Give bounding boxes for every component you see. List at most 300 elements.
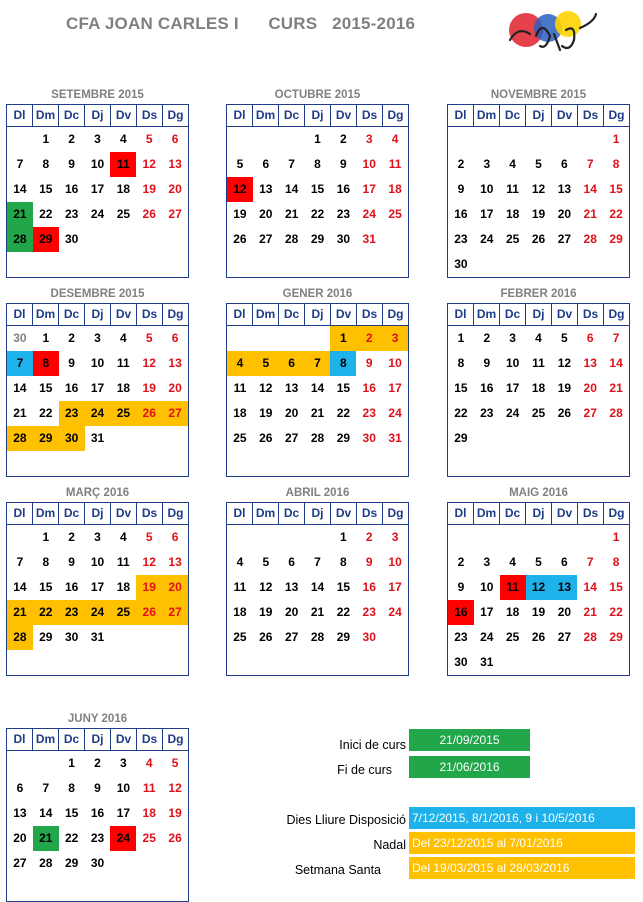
week-row [448, 525, 629, 550]
day-cell: 18 [116, 580, 131, 594]
weekday-label: Dl [227, 304, 253, 325]
day-cell: 14 [583, 182, 597, 196]
weekday-label: Dj [85, 503, 111, 524]
day-cell: 17 [90, 580, 105, 594]
day-cell-previous-month: 30 [13, 331, 27, 345]
week-row [7, 550, 188, 575]
week-row [7, 801, 188, 826]
empty-cell [110, 252, 136, 277]
day-cell: 23 [64, 207, 79, 221]
day-cell: 7 [612, 331, 620, 345]
day-cell: 13 [557, 182, 572, 196]
day-cell: 14 [13, 182, 27, 196]
day-cell: 27 [557, 232, 572, 246]
day-cell: 12 [227, 177, 253, 202]
week-row [448, 451, 629, 476]
empty-cell [603, 252, 629, 277]
day-cell: 1 [330, 326, 356, 351]
day-cell: 24 [388, 406, 402, 420]
day-cell: 31 [90, 431, 105, 445]
legend-inici-label: Inici de curs [339, 738, 406, 752]
month-grid [6, 728, 189, 902]
day-cell: 6 [561, 157, 568, 171]
day-cell: 4 [120, 331, 127, 345]
day-cell: 22 [39, 406, 53, 420]
empty-cell [603, 650, 629, 675]
empty-cell [279, 252, 305, 277]
empty-cell [162, 227, 188, 252]
day-cell: 9 [365, 356, 373, 370]
empty-cell [33, 451, 59, 476]
empty-cell [382, 252, 408, 277]
day-cell: 30 [59, 426, 85, 451]
day-cell: 13 [284, 381, 299, 395]
day-cell: 24 [110, 826, 136, 851]
empty-cell [603, 426, 629, 451]
week-row [227, 525, 408, 550]
day-cell: 23 [336, 207, 351, 221]
week-row [448, 600, 629, 625]
weekday-label: Dc [59, 503, 85, 524]
day-cell: 7 [586, 157, 594, 171]
empty-cell [253, 326, 279, 351]
day-cell: 15 [39, 381, 53, 395]
day-cell: 19 [142, 381, 156, 395]
day-cell: 5 [535, 157, 542, 171]
month-title: FEBRER 2016 [500, 288, 577, 300]
day-cell: 22 [310, 207, 325, 221]
day-cell: 29 [64, 856, 79, 870]
day-cell: 29 [454, 431, 468, 445]
empty-cell [227, 650, 253, 675]
day-cell: 5 [236, 157, 244, 171]
week-row [448, 252, 629, 277]
week-row [227, 426, 408, 451]
weekday-label: Dl [7, 304, 33, 325]
legend-nadal-value: Del 23/12/2015 al 7/01/2016 [409, 832, 635, 854]
weekday-label: Dl [448, 503, 474, 524]
day-cell: 19 [531, 207, 546, 221]
day-cell: 11 [532, 356, 545, 370]
empty-cell [526, 127, 552, 152]
day-cell: 21 [310, 406, 325, 420]
weekday-label: Ds [137, 729, 163, 750]
empty-cell [305, 326, 331, 351]
weekday-label: Dc [500, 105, 526, 126]
day-cell: 16 [90, 806, 105, 820]
day-cell: 27 [557, 630, 572, 644]
day-cell: 1 [340, 530, 347, 544]
week-row [448, 625, 629, 650]
empty-cell [85, 876, 111, 901]
day-cell: 11 [117, 555, 130, 569]
week-row [448, 227, 629, 252]
empty-cell [7, 650, 33, 675]
month-calendar [447, 87, 630, 278]
day-cell: 17 [480, 605, 494, 619]
week-row [448, 202, 629, 227]
empty-cell [279, 650, 305, 675]
day-cell: 18 [531, 381, 546, 395]
day-cell: 17 [90, 182, 105, 196]
day-cell: 8 [314, 157, 321, 171]
legend-fi-value: 21/06/2016 [409, 756, 530, 778]
day-cell: 3 [120, 756, 127, 770]
day-cell: 24 [90, 207, 105, 221]
day-cell: 15 [39, 580, 53, 594]
weekday-label: Dm [474, 304, 500, 325]
day-cell: 22 [33, 600, 59, 625]
week-row [7, 826, 188, 851]
weekday-header [7, 503, 188, 525]
empty-cell [253, 252, 279, 277]
weekday-label: Dc [59, 304, 85, 325]
day-cell: 17 [90, 381, 105, 395]
day-cell: 5 [535, 555, 542, 569]
day-cell: 29 [609, 630, 623, 644]
day-cell: 4 [120, 132, 127, 146]
day-cell: 9 [457, 580, 465, 594]
month-calendar [226, 485, 409, 676]
day-cell: 26 [142, 207, 156, 221]
day-cell: 15 [310, 182, 325, 196]
day-cell: 11 [117, 356, 130, 370]
day-cell: 6 [171, 132, 179, 146]
day-cell: 19 [557, 381, 572, 395]
empty-cell [382, 625, 408, 650]
day-cell: 6 [171, 530, 179, 544]
day-cell: 18 [116, 182, 131, 196]
month-grid [6, 502, 189, 676]
week-row [227, 600, 408, 625]
week-row [7, 252, 188, 277]
day-cell: 23 [454, 630, 468, 644]
empty-cell [162, 252, 188, 277]
page-title: CFA JOAN CARLES I CURS 2015-2016 [66, 14, 416, 33]
day-cell: 25 [142, 831, 156, 845]
day-cell: 14 [13, 381, 27, 395]
weekday-label: Dm [474, 503, 500, 524]
empty-cell [33, 876, 59, 901]
weekday-label: Dg [167, 506, 184, 520]
week-row [7, 127, 188, 152]
day-cell: 3 [391, 530, 399, 544]
empty-cell [110, 227, 136, 252]
day-cell: 28 [284, 232, 299, 246]
empty-cell [526, 426, 552, 451]
day-cell: 1 [42, 331, 50, 345]
empty-cell [500, 525, 526, 550]
empty-cell [382, 650, 408, 675]
day-cell: 16 [64, 580, 79, 594]
day-cell: 6 [279, 351, 305, 376]
day-cell: 26 [531, 630, 546, 644]
day-cell: 22 [64, 831, 79, 845]
day-cell: 29 [336, 630, 351, 644]
day-cell: 17 [480, 207, 494, 221]
day-cell: 2 [340, 132, 347, 146]
legend-lliure-label: Dies Lliure Disposició [286, 813, 406, 827]
day-cell: 18 [233, 605, 247, 619]
week-row [227, 252, 408, 277]
weekday-label: Dj [305, 503, 331, 524]
weekday-label: Dj [85, 304, 111, 325]
week-row [7, 202, 188, 227]
day-cell: 19 [531, 605, 546, 619]
empty-cell [551, 252, 577, 277]
day-cell: 20 [557, 207, 572, 221]
weekday-label: Ds [137, 503, 163, 524]
week-row [448, 326, 629, 351]
day-cell: 3 [94, 331, 101, 345]
day-cell: 20 [168, 381, 182, 395]
day-cell: 24 [85, 401, 111, 426]
day-cell: 2 [68, 530, 75, 544]
week-row [7, 625, 188, 650]
month-calendar [226, 87, 409, 278]
day-cell: 12 [142, 356, 156, 370]
empty-cell [551, 426, 577, 451]
weekday-label: Dl [448, 105, 474, 126]
day-cell: 18 [505, 207, 520, 221]
week-row [7, 776, 188, 801]
day-cell: 21 [7, 202, 33, 227]
week-row [448, 550, 629, 575]
weekday-label: Dl [7, 105, 33, 126]
day-cell: 28 [39, 856, 53, 870]
day-cell: 16 [448, 600, 474, 625]
week-row [227, 625, 408, 650]
day-cell: 21 [33, 826, 59, 851]
week-row [7, 152, 188, 177]
week-row [7, 600, 188, 625]
empty-cell [253, 127, 279, 152]
day-cell: 16 [64, 381, 79, 395]
week-row [448, 401, 629, 426]
day-cell: 25 [110, 401, 136, 426]
day-cell: 14 [13, 580, 27, 594]
weekday-label: Dg [167, 732, 184, 746]
empty-cell [59, 876, 85, 901]
day-cell: 13 [259, 182, 273, 196]
day-cell: 8 [33, 351, 59, 376]
empty-cell [577, 650, 603, 675]
day-cell: 8 [42, 555, 50, 569]
day-cell: 12 [168, 781, 182, 795]
day-cell: 20 [13, 831, 27, 845]
empty-cell [136, 426, 162, 451]
empty-cell [279, 451, 305, 476]
day-cell: 9 [94, 781, 101, 795]
week-row [227, 401, 408, 426]
day-cell: 17 [362, 182, 376, 196]
day-cell: 5 [253, 351, 279, 376]
day-cell: 22 [609, 207, 623, 221]
day-cell: 27 [259, 232, 273, 246]
week-row [448, 177, 629, 202]
day-cell: 27 [162, 401, 188, 426]
weekday-label: Dc [59, 105, 85, 126]
week-row [448, 376, 629, 401]
day-cell: 20 [162, 575, 188, 600]
empty-cell [33, 751, 59, 776]
day-cell: 2 [68, 331, 75, 345]
weekday-label: Dj [526, 503, 552, 524]
empty-cell [59, 252, 85, 277]
day-cell: 21 [13, 406, 27, 420]
month-title: ABRIL 2016 [285, 487, 350, 499]
weekday-label: Dg [387, 506, 404, 520]
week-row [7, 876, 188, 901]
day-cell: 24 [388, 605, 402, 619]
day-cell: 17 [388, 580, 402, 594]
weekday-label: Dc [59, 729, 85, 750]
day-cell: 1 [42, 530, 50, 544]
weekday-label: Dm [33, 503, 59, 524]
week-row [227, 351, 408, 376]
day-cell: 13 [168, 555, 182, 569]
day-cell: 6 [262, 157, 270, 171]
day-cell: 5 [145, 530, 153, 544]
empty-cell [448, 127, 474, 152]
empty-cell [7, 525, 33, 550]
weekday-label: Dj [85, 105, 111, 126]
week-row [448, 650, 629, 675]
week-row [7, 525, 188, 550]
day-cell: 12 [259, 381, 273, 395]
empty-cell [526, 252, 552, 277]
weekday-label: Dc [279, 304, 305, 325]
day-cell: 15 [454, 381, 468, 395]
weekday-label: Dc [500, 304, 526, 325]
empty-cell [7, 876, 33, 901]
weekday-label: Dj [305, 105, 331, 126]
weekday-label: Dv [111, 105, 137, 126]
day-cell: 25 [233, 431, 247, 445]
day-cell: 24 [480, 232, 494, 246]
day-cell: 26 [136, 600, 162, 625]
day-cell: 29 [609, 232, 623, 246]
day-cell: 17 [388, 381, 402, 395]
empty-cell [110, 451, 136, 476]
day-cell: 16 [362, 580, 376, 594]
day-cell: 11 [388, 157, 402, 171]
empty-cell [110, 876, 136, 901]
day-cell: 22 [336, 605, 351, 619]
empty-cell [356, 252, 382, 277]
empty-cell [136, 625, 162, 650]
empty-cell [500, 252, 526, 277]
empty-cell [279, 127, 305, 152]
day-cell: 12 [142, 555, 156, 569]
day-cell: 27 [284, 630, 299, 644]
day-cell: 19 [233, 207, 247, 221]
day-cell: 23 [90, 831, 105, 845]
weekday-label: Ds [357, 105, 383, 126]
week-row [227, 550, 408, 575]
weekday-label: Dl [227, 503, 253, 524]
day-cell: 18 [388, 182, 402, 196]
day-cell: 19 [136, 575, 162, 600]
day-cell: 21 [284, 207, 299, 221]
weekday-label: Ds [578, 105, 604, 126]
day-cell: 15 [64, 806, 79, 820]
day-cell: 20 [284, 605, 299, 619]
weekday-label: Dm [253, 304, 279, 325]
day-cell: 4 [509, 555, 516, 569]
month-title: DESEMBRE 2015 [50, 288, 145, 300]
weekday-label: Dg [608, 307, 625, 321]
weekday-label: Dj [85, 729, 111, 750]
day-cell: 30 [64, 232, 79, 246]
day-cell: 26 [259, 431, 273, 445]
day-cell: 7 [7, 351, 33, 376]
week-row [227, 326, 408, 351]
day-cell: 28 [310, 431, 325, 445]
day-cell: 10 [480, 580, 494, 594]
empty-cell [330, 451, 356, 476]
day-cell: 15 [39, 182, 53, 196]
day-cell: 11 [233, 381, 247, 395]
month-calendar [6, 87, 189, 278]
day-cell: 2 [68, 132, 75, 146]
weekday-label: Ds [578, 503, 604, 524]
weekday-header [227, 304, 408, 326]
day-cell: 27 [162, 600, 188, 625]
empty-cell [382, 227, 408, 252]
day-cell: 23 [480, 406, 494, 420]
weekday-label: Dl [7, 503, 33, 524]
day-cell: 1 [42, 132, 50, 146]
day-cell: 8 [330, 351, 356, 376]
day-cell: 28 [310, 630, 325, 644]
day-cell: 29 [336, 431, 351, 445]
weekday-label: Ds [357, 503, 383, 524]
weekday-label: Dl [7, 729, 33, 750]
week-row [7, 751, 188, 776]
month-title: GENER 2016 [282, 288, 353, 300]
day-cell: 10 [116, 781, 131, 795]
empty-cell [85, 227, 111, 252]
empty-cell [526, 525, 552, 550]
week-row [227, 177, 408, 202]
day-cell: 31 [362, 232, 376, 246]
day-cell: 12 [531, 182, 546, 196]
legend-lliure-value: 7/12/2015, 8/1/2016, 9 i 10/5/2016 [409, 807, 635, 829]
weekday-header [7, 105, 188, 127]
month-calendar [6, 286, 189, 477]
empty-cell [162, 650, 188, 675]
weekday-label: Dg [167, 108, 184, 122]
day-cell: 9 [365, 555, 373, 569]
day-cell: 28 [7, 426, 33, 451]
empty-cell [110, 426, 136, 451]
day-cell: 10 [362, 157, 376, 171]
week-row [7, 650, 188, 675]
empty-cell [577, 525, 603, 550]
week-row [448, 127, 629, 152]
day-cell: 5 [171, 756, 179, 770]
day-cell: 7 [16, 157, 24, 171]
day-cell: 8 [612, 555, 620, 569]
week-row [7, 326, 188, 351]
day-cell: 11 [233, 580, 247, 594]
empty-cell [474, 525, 500, 550]
day-cell: 29 [310, 232, 325, 246]
day-cell: 14 [583, 580, 597, 594]
day-cell: 22 [609, 605, 623, 619]
day-cell: 27 [284, 431, 299, 445]
